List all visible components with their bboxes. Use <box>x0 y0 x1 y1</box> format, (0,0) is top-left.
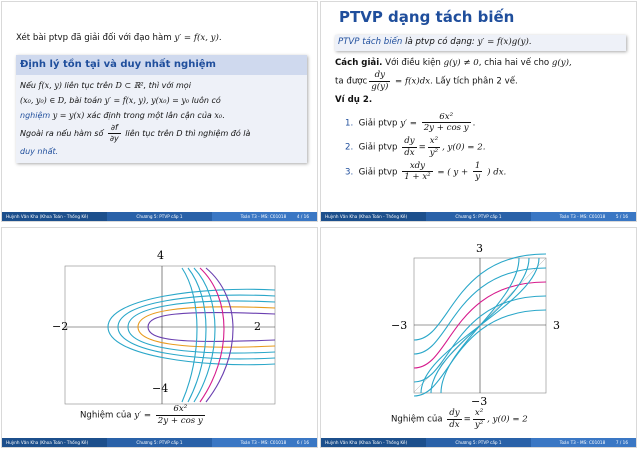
fc1: Toán T3 - MS: C01018 <box>240 214 287 219</box>
solution-curve-right <box>182 268 197 402</box>
c4-frac2 <box>473 408 485 430</box>
m-b: , chia hai vế cho <box>478 57 552 68</box>
footer-course <box>212 438 317 447</box>
plot-frame <box>65 266 275 404</box>
t-l4d: ∂y <box>109 134 119 144</box>
slide-5 <box>321 2 636 221</box>
footer-course <box>212 212 317 221</box>
fc2: Toán T3 - MS: C01018 <box>559 214 606 219</box>
def-b: là ptvp có dạng: <box>402 37 478 48</box>
method-line2 <box>335 70 626 92</box>
t-l2m: (x₀, y₀) ∈ D <box>20 96 65 105</box>
e3-frac2 <box>473 161 482 183</box>
e3-d1: 1 + x² <box>404 172 431 183</box>
e2-frac2 <box>428 136 440 158</box>
tick-right: 3 <box>553 319 560 332</box>
footer-author: Huỳnh Văn Kha (Khoa Toán - Thống Kê) <box>321 212 426 221</box>
intro-text <box>16 32 307 45</box>
t-l4b: liên tục trên D thì nghiệm đó là <box>122 129 251 139</box>
e2-n1: dy <box>404 136 415 147</box>
t-l4n: ∂f <box>108 123 121 134</box>
t-l4a: Ngoài ra nếu hàm số <box>20 129 106 139</box>
example-3: 3. Giải ptvp $\frac{\text{xdy}}{\text{1 + x²}}$ = ( y + $\frac{1}{y}$ ) dx. <box>345 160 507 183</box>
c4-a: Nghiệm của <box>391 414 446 425</box>
theorem-body <box>16 75 307 163</box>
e1-a: Giải ptvp <box>358 118 401 129</box>
footer-chapter: Chương 5: PTVP cấp 1 <box>426 438 531 447</box>
e1-d: 2y + cos y <box>423 123 469 134</box>
tick-left: −2 <box>52 320 69 333</box>
e2-d1: dx <box>404 147 415 158</box>
e1-n: 6x² <box>422 112 471 124</box>
c3-m: y′ = <box>134 410 154 421</box>
footer-chapter: Chương 5: PTVP cấp 1 <box>426 212 531 221</box>
e3-mid: = ( y + <box>434 167 471 178</box>
def-m: y′ = f(x)g(y). <box>477 37 532 48</box>
page-number: 5 / 16 <box>615 214 628 219</box>
e2-a: Giải ptvp <box>358 142 401 153</box>
t-l3c: x₀. <box>214 111 225 121</box>
footer-course <box>531 212 636 221</box>
intro-math: y′ = f(x, y). <box>174 33 222 43</box>
t-l2c: y′ = f(x, y), y(x₀) = y₀ <box>104 96 190 105</box>
slide-7 <box>321 228 636 447</box>
page-number: 4 / 16 <box>296 214 309 219</box>
t-l3a: nghiệm <box>20 111 51 121</box>
e1-m: y′ = <box>400 118 420 129</box>
tick-top: 4 <box>157 249 164 262</box>
footer <box>321 212 636 221</box>
footer-author: Huỳnh Văn Kha (Khoa Toán - Thống Kê) <box>321 438 426 447</box>
m2-frac <box>369 70 390 92</box>
example-label: Ví dụ 2. <box>335 95 373 106</box>
t-l1a: Nếu <box>20 80 39 90</box>
m-c: g(y), <box>551 57 572 68</box>
method-label: Cách giải. <box>335 57 383 68</box>
curve-group <box>108 268 275 402</box>
footer <box>2 438 317 447</box>
theorem-title: Định lý tồn tại và duy nhất nghiệm <box>16 55 307 75</box>
footer-chapter: Chương 5: PTVP cấp 1 <box>107 438 212 447</box>
slide-6 <box>2 228 317 447</box>
m2-a: ta được <box>335 76 368 87</box>
tick-left: −3 <box>391 319 408 332</box>
e3-d2: y <box>475 172 481 183</box>
c3-a: Nghiệm của <box>80 410 135 421</box>
page-number: 6 / 16 <box>296 440 309 445</box>
e2-n2: x² <box>428 136 440 148</box>
e2-frac1 <box>402 136 416 158</box>
t-l1c: D ⊂ ℝ² <box>115 80 144 90</box>
e3-n1: xdy <box>402 161 432 173</box>
e2-d2: y² <box>429 147 439 158</box>
e3-frac1 <box>402 161 432 183</box>
solution-curve-right <box>206 268 233 402</box>
footer <box>2 212 317 221</box>
intro-label: Xét bài ptvp đã giải đối với đạo hàm <box>16 33 175 43</box>
footer-author: Huỳnh Văn Kha (Khoa Toán - Thống Kê) <box>2 438 107 447</box>
footer <box>321 438 636 447</box>
def-term: PTVP tách biến <box>338 37 403 48</box>
e3-n2: 1 <box>474 160 481 171</box>
c3-d: 2y + cos y <box>157 415 203 426</box>
c4-d2: y² <box>474 419 484 430</box>
e3-end: ) dx. <box>484 167 507 178</box>
m-m: g(y) ≠ 0 <box>443 57 479 68</box>
t-l2b: , bài toán <box>64 96 105 105</box>
e2-end: , y(0) = 2. <box>442 142 486 153</box>
partial-frac <box>108 123 121 144</box>
tick-right: 2 <box>254 320 261 333</box>
theorem-block <box>16 55 307 162</box>
m2-m: = f(x)dx. <box>392 76 433 87</box>
fc3: Toán T3 - MS: C01018 <box>240 440 287 445</box>
t-l1b: liên tục trên <box>61 80 116 90</box>
example-2: 2. Giải ptvp $\frac{dy}{dx}$ = $\frac{\text{x²}}{\text{y²}}$ , y(0) = 2. <box>345 136 486 158</box>
plot-caption: Nghiệm của $\frac{dy}{dx}$ = $\frac{\text{x²}}{\text{y²}}$ , y(0) = 2 <box>391 408 528 430</box>
e3-a: Giải ptvp <box>358 167 401 178</box>
footer-chapter: Chương 5: PTVP cấp 1 <box>107 212 212 221</box>
t-l1d: , thì với mọi <box>143 80 191 90</box>
m2-n: dy <box>369 70 390 82</box>
e1-frac <box>422 112 471 134</box>
m-a: Với điều kiện <box>382 57 444 68</box>
solution-curve-right <box>200 268 224 402</box>
plot-caption <box>80 404 207 426</box>
c4-n1: dy <box>449 408 460 418</box>
definition-block <box>335 35 626 50</box>
example-1: 1. Giải ptvp y′ = $\frac{\text{6x²}}{\text{2y + cos y}}$ . <box>345 111 476 134</box>
c3-frac <box>156 404 205 426</box>
t-l5: duy nhất. <box>20 147 59 157</box>
c3-n: 6x² <box>156 404 205 416</box>
c4-d1: dx <box>449 419 460 430</box>
e1-end: . <box>472 118 476 129</box>
footer-course <box>531 438 636 447</box>
t-l2d: luôn có <box>189 96 221 105</box>
m2-b: Lấy tích phân 2 vế. <box>432 76 518 87</box>
c4-n2: x² <box>473 408 485 420</box>
t-l3m: y = y(x) <box>50 111 85 121</box>
c4-frac1 <box>447 408 461 430</box>
c4-end: , y(0) = 2 <box>487 414 528 425</box>
slide-4 <box>2 2 317 221</box>
t-l1m: f(x, y) <box>38 80 62 90</box>
method-line <box>335 57 626 70</box>
page-number: 7 / 16 <box>615 440 628 445</box>
fc4: Toán T3 - MS: C01018 <box>559 440 606 445</box>
tick-bottom: −4 <box>152 382 169 395</box>
tick-bottom: −3 <box>471 395 488 408</box>
footer-author: Huỳnh Văn Kha (Khoa Toán - Thống Kê) <box>2 212 107 221</box>
t-l3b: xác định trong một lân cận của <box>84 111 215 121</box>
m2-d: g(y) <box>371 81 389 92</box>
tick-top: 3 <box>476 242 483 255</box>
slide-title: PTVP dạng tách biến <box>339 8 515 26</box>
